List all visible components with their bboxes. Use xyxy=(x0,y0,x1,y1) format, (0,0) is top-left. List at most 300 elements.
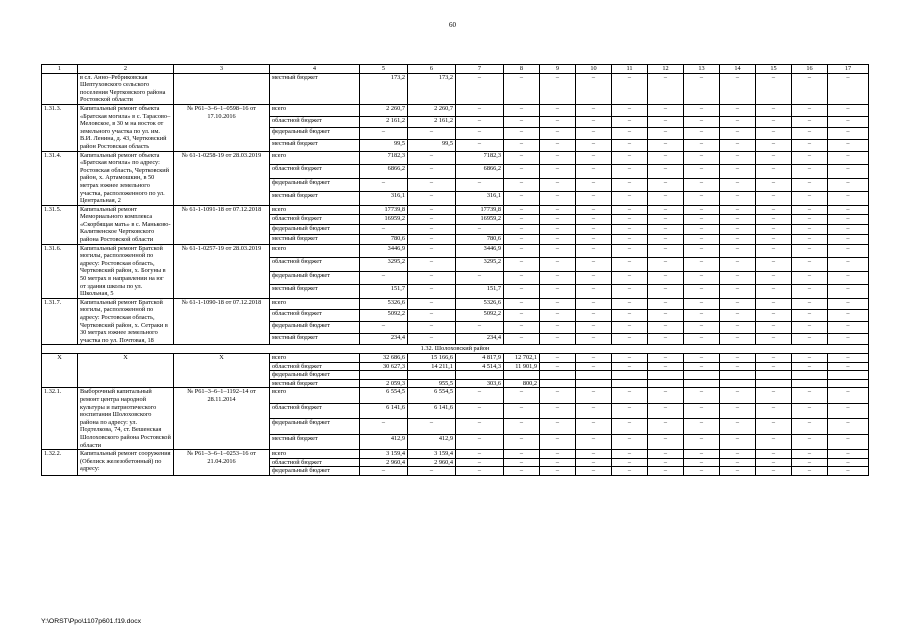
value-cell: – xyxy=(792,192,828,206)
value-cell: – xyxy=(684,403,720,418)
item-name: Капитальный ремонт сооружения (Обелиск железобетонный) по адресу: xyxy=(78,450,174,476)
document-reference: № 61-1-1090-18 от 07.12.2018 xyxy=(174,298,270,345)
value-cell: – xyxy=(756,322,792,334)
table-row xyxy=(42,244,869,258)
value-cell: – xyxy=(540,310,576,322)
value-cell: – xyxy=(612,165,648,179)
funding-source: всего xyxy=(270,205,360,215)
value-cell: – xyxy=(504,388,540,403)
value-cell: – xyxy=(792,362,828,371)
value-cell: – xyxy=(720,178,756,192)
value-cell: – xyxy=(504,116,540,128)
value-cell: – xyxy=(828,310,869,322)
value-cell: – xyxy=(456,419,504,434)
value-cell: – xyxy=(828,151,869,165)
value-cell: – xyxy=(828,205,869,215)
value-cell: – xyxy=(756,467,792,476)
value-cell: – xyxy=(828,434,869,449)
value-cell: – xyxy=(756,362,792,371)
value-cell: 3446,9 xyxy=(360,244,408,258)
value-cell: – xyxy=(648,298,684,310)
funding-source: местный бюджет xyxy=(270,285,360,299)
value-cell: – xyxy=(576,128,612,140)
value-cell: – xyxy=(684,271,720,285)
value-cell: – xyxy=(684,362,720,371)
value-cell: – xyxy=(720,362,756,371)
value-cell: – xyxy=(360,467,408,476)
value-cell: – xyxy=(576,450,612,459)
funding-source: всего xyxy=(270,244,360,258)
value-cell: 16959,2 xyxy=(456,215,504,225)
column-number-row xyxy=(42,65,869,74)
value-cell: – xyxy=(504,419,540,434)
document-reference: Х xyxy=(174,353,270,387)
value-cell xyxy=(828,371,869,380)
value-cell: – xyxy=(576,298,612,310)
value-cell: – xyxy=(648,104,684,116)
value-cell: – xyxy=(504,450,540,459)
value-cell: – xyxy=(576,178,612,192)
value-cell: – xyxy=(612,73,648,104)
value-cell: – xyxy=(756,419,792,434)
value-cell: – xyxy=(456,403,504,418)
value-cell: – xyxy=(756,285,792,299)
value-cell: – xyxy=(576,165,612,179)
value-cell: – xyxy=(612,244,648,258)
value-cell: 173,2 xyxy=(408,73,456,104)
value-cell: – xyxy=(648,458,684,467)
value-cell: 412,9 xyxy=(360,434,408,449)
value-cell: – xyxy=(792,467,828,476)
value-cell: – xyxy=(408,165,456,179)
value-cell: – xyxy=(540,333,576,345)
value-cell: – xyxy=(504,104,540,116)
value-cell: – xyxy=(540,205,576,215)
value-cell: 14 211,1 xyxy=(408,362,456,371)
value-cell: – xyxy=(576,271,612,285)
value-cell: – xyxy=(756,192,792,206)
value-cell: – xyxy=(828,322,869,334)
value-cell: – xyxy=(612,353,648,362)
value-cell: – xyxy=(684,225,720,235)
value-cell: – xyxy=(684,139,720,151)
value-cell: – xyxy=(684,388,720,403)
item-number xyxy=(42,73,78,104)
funding-source: областной бюджет xyxy=(270,403,360,418)
value-cell: – xyxy=(792,73,828,104)
column-number: 6 xyxy=(408,65,456,74)
value-cell: – xyxy=(648,258,684,272)
footer-file-path: Y:\ORST\Ppo\1107p601.f19.docx xyxy=(41,618,142,625)
value-cell: – xyxy=(756,403,792,418)
value-cell: – xyxy=(828,467,869,476)
value-cell: – xyxy=(756,333,792,345)
value-cell xyxy=(684,371,720,380)
funding-source: всего xyxy=(270,450,360,459)
value-cell: – xyxy=(360,178,408,192)
value-cell: – xyxy=(684,285,720,299)
value-cell: – xyxy=(504,434,540,449)
value-cell: – xyxy=(360,419,408,434)
value-cell: – xyxy=(828,104,869,116)
column-number: 12 xyxy=(648,65,684,74)
funding-source: областной бюджет xyxy=(270,215,360,225)
page-number: 60 xyxy=(449,21,456,29)
value-cell: 11 901,9 xyxy=(504,362,540,371)
item-number: 1.31.3. xyxy=(42,104,78,151)
value-cell: – xyxy=(576,419,612,434)
value-cell: – xyxy=(648,310,684,322)
value-cell: – xyxy=(756,225,792,235)
value-cell: – xyxy=(828,353,869,362)
value-cell: – xyxy=(684,310,720,322)
column-number: 13 xyxy=(684,65,720,74)
value-cell: 6 141,6 xyxy=(408,403,456,418)
value-cell: – xyxy=(408,234,456,244)
value-cell: – xyxy=(612,258,648,272)
value-cell: – xyxy=(540,165,576,179)
table-row xyxy=(42,205,869,215)
value-cell: – xyxy=(648,333,684,345)
value-cell: – xyxy=(684,73,720,104)
value-cell: – xyxy=(408,310,456,322)
document-reference: № 61-1-0257-19 от 28.03.2019 xyxy=(174,244,270,298)
value-cell: 5326,6 xyxy=(360,298,408,310)
value-cell: – xyxy=(576,192,612,206)
value-cell: – xyxy=(504,215,540,225)
value-cell: – xyxy=(612,128,648,140)
funding-source: федеральный бюджет xyxy=(270,225,360,235)
value-cell: – xyxy=(576,258,612,272)
value-cell: – xyxy=(720,205,756,215)
value-cell: – xyxy=(648,151,684,165)
value-cell: – xyxy=(540,244,576,258)
value-cell: – xyxy=(792,116,828,128)
value-cell: – xyxy=(408,244,456,258)
item-name: Капитальный ремонт объекта «Братская могила» в с. Тарасово–Меловское, в 30 м на восток от земельного участка по ул. им. В.И. Ленина, д. 43, Чертковский район Ростовская область xyxy=(78,104,174,151)
value-cell: – xyxy=(540,467,576,476)
value-cell: – xyxy=(456,271,504,285)
value-cell: – xyxy=(684,192,720,206)
value-cell: – xyxy=(828,388,869,403)
value-cell: – xyxy=(360,128,408,140)
funding-source: федеральный бюджет xyxy=(270,271,360,285)
funding-source: местный бюджет xyxy=(270,234,360,244)
item-name: Выборочный капитальный ремонт центра народной культуры и патриотического воспитания Шолоховского района по адресу: ул. Подтелкова, 74, ст. Вешенская Шолоховского района Ростовской области xyxy=(78,388,174,450)
value-cell: 7182,3 xyxy=(360,151,408,165)
value-cell: – xyxy=(792,205,828,215)
value-cell: – xyxy=(648,388,684,403)
value-cell: 2 260,7 xyxy=(360,104,408,116)
item-name: в сл. Анно–Ребриковская Шептуховского сельского поселения Чертковского района Ростовской области xyxy=(78,73,174,104)
value-cell: – xyxy=(540,151,576,165)
value-cell: – xyxy=(504,73,540,104)
column-number: 7 xyxy=(456,65,504,74)
value-cell: 2 161,2 xyxy=(360,116,408,128)
value-cell: – xyxy=(612,104,648,116)
value-cell: – xyxy=(612,362,648,371)
funding-source: местный бюджет xyxy=(270,333,360,345)
value-cell: 4 514,3 xyxy=(456,362,504,371)
value-cell: 3295,2 xyxy=(360,258,408,272)
value-cell: – xyxy=(504,458,540,467)
value-cell xyxy=(612,371,648,380)
document-reference: № Р61–3–6–1–0253–16 от 21.04.2016 xyxy=(174,450,270,476)
value-cell: – xyxy=(684,322,720,334)
value-cell: – xyxy=(720,139,756,151)
value-cell: – xyxy=(756,434,792,449)
value-cell: – xyxy=(540,192,576,206)
value-cell: 7182,3 xyxy=(456,151,504,165)
table-row xyxy=(42,73,869,104)
value-cell: – xyxy=(648,271,684,285)
value-cell: – xyxy=(540,258,576,272)
value-cell: – xyxy=(504,285,540,299)
value-cell xyxy=(360,371,408,380)
value-cell: 6 554,5 xyxy=(408,388,456,403)
table-row xyxy=(42,450,869,459)
value-cell: – xyxy=(828,333,869,345)
value-cell: 99,5 xyxy=(360,139,408,151)
value-cell: – xyxy=(648,178,684,192)
value-cell: – xyxy=(828,139,869,151)
value-cell xyxy=(540,379,576,388)
value-cell: – xyxy=(540,458,576,467)
value-cell: – xyxy=(540,215,576,225)
value-cell: – xyxy=(648,225,684,235)
value-cell xyxy=(456,371,504,380)
value-cell: – xyxy=(540,298,576,310)
value-cell: 16959,2 xyxy=(360,215,408,225)
value-cell: – xyxy=(792,271,828,285)
value-cell: – xyxy=(756,165,792,179)
funding-source: местный бюджет xyxy=(270,434,360,449)
value-cell: – xyxy=(828,403,869,418)
value-cell: – xyxy=(456,73,504,104)
value-cell: – xyxy=(792,458,828,467)
value-cell: – xyxy=(612,215,648,225)
value-cell xyxy=(648,379,684,388)
item-number: 1.31.7. xyxy=(42,298,78,345)
value-cell: – xyxy=(720,225,756,235)
value-cell: – xyxy=(408,419,456,434)
value-cell: – xyxy=(612,419,648,434)
column-number: 15 xyxy=(756,65,792,74)
value-cell: – xyxy=(684,467,720,476)
value-cell: – xyxy=(792,234,828,244)
section-title: 1.32. Шолоховский район xyxy=(42,345,869,354)
value-cell: – xyxy=(720,128,756,140)
value-cell: – xyxy=(648,362,684,371)
funding-source: всего xyxy=(270,353,360,362)
value-cell: – xyxy=(720,310,756,322)
value-cell: – xyxy=(720,333,756,345)
value-cell: – xyxy=(612,310,648,322)
value-cell: – xyxy=(576,467,612,476)
value-cell: – xyxy=(828,225,869,235)
value-cell: – xyxy=(828,178,869,192)
value-cell xyxy=(540,371,576,380)
value-cell: – xyxy=(576,458,612,467)
value-cell xyxy=(648,371,684,380)
value-cell: 316,1 xyxy=(360,192,408,206)
value-cell: – xyxy=(504,139,540,151)
value-cell: – xyxy=(720,271,756,285)
value-cell: – xyxy=(828,73,869,104)
value-cell: – xyxy=(648,353,684,362)
column-number: 3 xyxy=(174,65,270,74)
value-cell: – xyxy=(612,151,648,165)
value-cell: – xyxy=(756,244,792,258)
value-cell: – xyxy=(540,403,576,418)
value-cell: – xyxy=(792,353,828,362)
value-cell: – xyxy=(456,467,504,476)
value-cell: 234,4 xyxy=(360,333,408,345)
value-cell: – xyxy=(684,333,720,345)
value-cell: – xyxy=(648,165,684,179)
funding-source: областной бюджет xyxy=(270,165,360,179)
column-number: 11 xyxy=(612,65,648,74)
column-number: 14 xyxy=(720,65,756,74)
value-cell: – xyxy=(648,116,684,128)
value-cell: – xyxy=(648,244,684,258)
value-cell: – xyxy=(720,467,756,476)
value-cell: – xyxy=(792,434,828,449)
value-cell: – xyxy=(504,225,540,235)
column-number: 17 xyxy=(828,65,869,74)
value-cell: – xyxy=(648,419,684,434)
value-cell: – xyxy=(504,178,540,192)
value-cell: – xyxy=(540,450,576,459)
value-cell: – xyxy=(612,403,648,418)
value-cell: – xyxy=(576,388,612,403)
value-cell: – xyxy=(792,450,828,459)
value-cell: – xyxy=(720,234,756,244)
funding-source: федеральный бюджет xyxy=(270,419,360,434)
value-cell: – xyxy=(612,178,648,192)
value-cell: – xyxy=(684,234,720,244)
value-cell: 15 166,6 xyxy=(408,353,456,362)
value-cell: 5092,2 xyxy=(360,310,408,322)
funding-source: федеральный бюджет xyxy=(270,371,360,380)
value-cell: – xyxy=(504,165,540,179)
value-cell: – xyxy=(684,298,720,310)
value-cell: – xyxy=(684,205,720,215)
value-cell: – xyxy=(648,403,684,418)
value-cell: – xyxy=(456,139,504,151)
value-cell: – xyxy=(456,450,504,459)
value-cell: – xyxy=(684,450,720,459)
value-cell: – xyxy=(684,353,720,362)
value-cell: – xyxy=(456,104,504,116)
value-cell: 5326,6 xyxy=(456,298,504,310)
value-cell: – xyxy=(408,151,456,165)
value-cell: 3295,2 xyxy=(456,258,504,272)
value-cell: 99,5 xyxy=(408,139,456,151)
value-cell: – xyxy=(756,73,792,104)
value-cell: 173,2 xyxy=(360,73,408,104)
value-cell xyxy=(756,379,792,388)
value-cell: – xyxy=(720,285,756,299)
value-cell: – xyxy=(648,322,684,334)
value-cell: – xyxy=(408,178,456,192)
value-cell: 3 159,4 xyxy=(360,450,408,459)
value-cell: – xyxy=(540,178,576,192)
value-cell: 30 627,3 xyxy=(360,362,408,371)
funding-source: федеральный бюджет xyxy=(270,322,360,334)
value-cell: – xyxy=(540,225,576,235)
value-cell xyxy=(828,379,869,388)
value-cell: – xyxy=(612,234,648,244)
value-cell: – xyxy=(684,258,720,272)
value-cell: – xyxy=(684,151,720,165)
value-cell: – xyxy=(720,353,756,362)
value-cell: – xyxy=(456,128,504,140)
value-cell: – xyxy=(720,151,756,165)
value-cell xyxy=(684,379,720,388)
value-cell: 2 161,2 xyxy=(408,116,456,128)
value-cell: – xyxy=(828,215,869,225)
value-cell: – xyxy=(720,73,756,104)
value-cell: – xyxy=(756,139,792,151)
item-name: Капитальный ремонт объекта «Братская могила» по адресу: Ростовская область, Чертковский район, х. Артамошкин, в 50 метрах южнее земельного участка, расположенного по ул. Центральная, 2 xyxy=(78,151,174,205)
value-cell: – xyxy=(612,205,648,215)
value-cell: – xyxy=(792,178,828,192)
value-cell: 955,5 xyxy=(408,379,456,388)
value-cell: – xyxy=(612,388,648,403)
value-cell: – xyxy=(684,104,720,116)
value-cell: – xyxy=(792,388,828,403)
value-cell: – xyxy=(576,333,612,345)
document-reference xyxy=(174,73,270,104)
document-reference: № Р61–3–6–1–1192–14 от 28.11.2014 xyxy=(174,388,270,450)
value-cell: 780,6 xyxy=(456,234,504,244)
value-cell: – xyxy=(720,322,756,334)
value-cell: – xyxy=(504,298,540,310)
value-cell: 234,4 xyxy=(456,333,504,345)
value-cell: – xyxy=(612,467,648,476)
value-cell: – xyxy=(792,165,828,179)
value-cell: – xyxy=(792,322,828,334)
value-cell: – xyxy=(828,244,869,258)
value-cell: – xyxy=(540,353,576,362)
value-cell: – xyxy=(408,225,456,235)
value-cell: – xyxy=(576,73,612,104)
table-row xyxy=(42,151,869,165)
value-cell xyxy=(792,371,828,380)
value-cell: – xyxy=(720,450,756,459)
value-cell: – xyxy=(540,362,576,371)
value-cell: – xyxy=(720,434,756,449)
value-cell: 17739,8 xyxy=(456,205,504,215)
table-row xyxy=(42,298,869,310)
value-cell: 3 159,4 xyxy=(408,450,456,459)
value-cell: – xyxy=(456,322,504,334)
value-cell: – xyxy=(756,271,792,285)
value-cell: – xyxy=(684,215,720,225)
section-row xyxy=(42,345,869,354)
value-cell: – xyxy=(576,205,612,215)
value-cell: – xyxy=(612,271,648,285)
value-cell: – xyxy=(408,467,456,476)
value-cell: – xyxy=(756,104,792,116)
item-name: Капитальный ремонт Братской могилы, расположенной по адресу: Ростовская область, Чертковский район, х. Богуны в 50 метрах в направлении на юг от здания школы по ул. Школьная, 5 xyxy=(78,244,174,298)
value-cell: – xyxy=(540,419,576,434)
value-cell: – xyxy=(504,322,540,334)
value-cell xyxy=(612,379,648,388)
value-cell: – xyxy=(684,178,720,192)
value-cell: – xyxy=(576,353,612,362)
